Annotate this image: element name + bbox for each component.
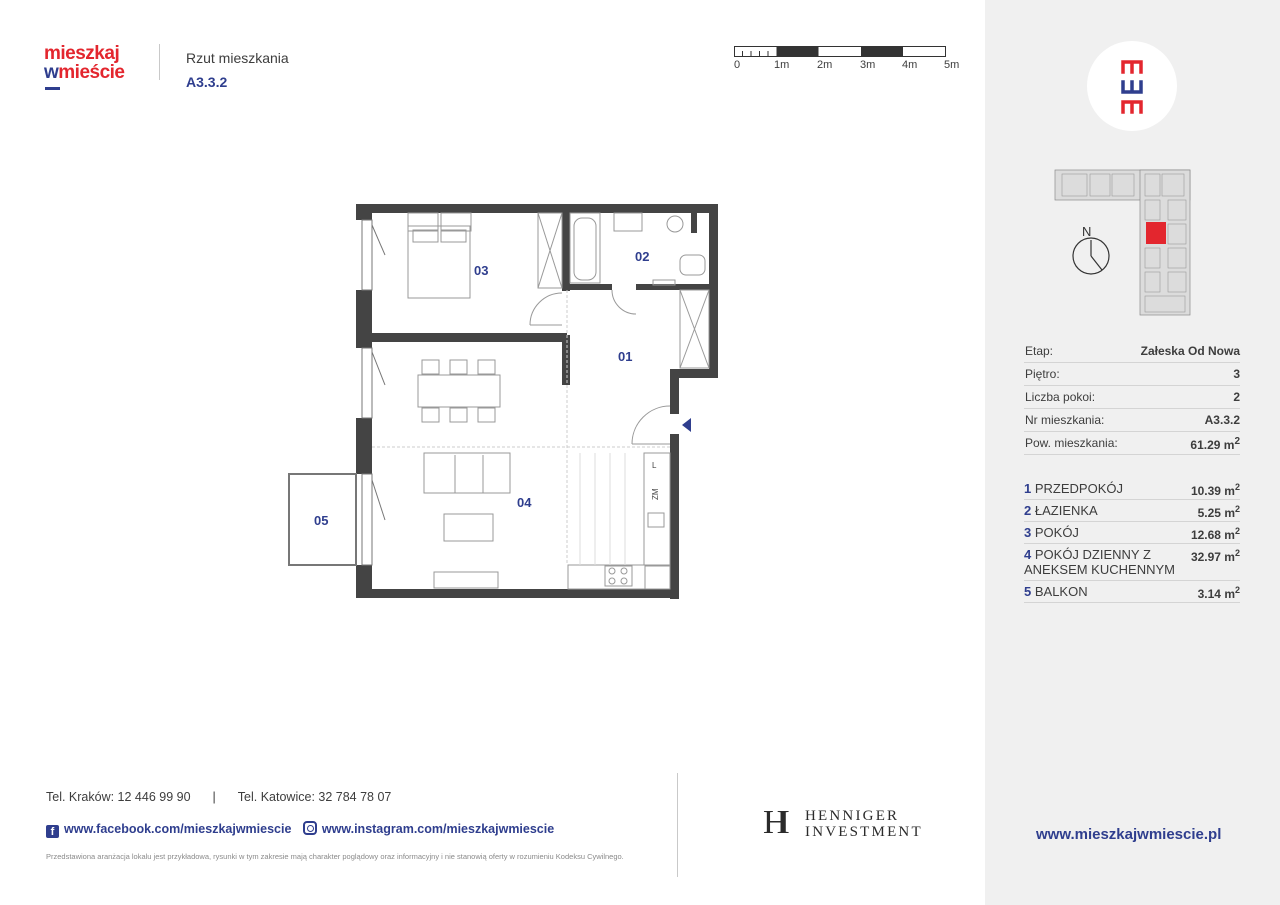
- website-link[interactable]: www.mieszkajwmiescie.pl: [1036, 826, 1222, 843]
- unit-location-marker: [1146, 222, 1166, 244]
- social-links: [46, 821, 554, 838]
- scale-label: 3m: [860, 59, 876, 71]
- partner-name-line1: HENNIGER: [805, 808, 900, 824]
- room-label-05: 05: [314, 513, 329, 528]
- page-title: Rzut mieszkania: [186, 50, 289, 66]
- side-logo: [1087, 41, 1177, 131]
- scale-label: 0: [734, 59, 741, 71]
- fridge-label: L: [652, 461, 657, 470]
- floor-plan: [280, 195, 730, 605]
- facebook-icon: f: [46, 825, 59, 838]
- brand-line2: mieście: [58, 62, 125, 83]
- room-label-03: 03: [474, 263, 489, 278]
- partner-monogram: HI: [763, 804, 781, 841]
- furniture: [372, 213, 709, 589]
- info-row: [1024, 363, 1240, 386]
- scale-label: 2m: [817, 59, 833, 71]
- info-row: [1024, 409, 1240, 432]
- phone-krakow[interactable]: Tel. Kraków: 12 446 99 90: [46, 790, 191, 804]
- info-value: 2: [1233, 390, 1240, 404]
- info-row: [1024, 386, 1240, 409]
- room-label-02: 02: [635, 249, 650, 264]
- mwm-mark-icon: [1087, 41, 1177, 131]
- info-key: Etap:: [1025, 344, 1054, 358]
- room-number: 4: [1024, 547, 1032, 562]
- room-label-01: 01: [618, 349, 633, 364]
- room-name: POKÓJ DZIENNY Z ANEKSEM KUCHENNYM: [1024, 547, 1175, 577]
- scale-bar: [734, 45, 960, 71]
- info-value: 3: [1233, 367, 1240, 381]
- room-number: 1: [1024, 481, 1032, 496]
- room-number: 3: [1024, 525, 1032, 540]
- brand-w: w: [44, 62, 59, 83]
- info-key: Pow. mieszkania:: [1025, 436, 1118, 450]
- room-name: BALKON: [1034, 584, 1088, 599]
- key-plan: [1050, 160, 1200, 320]
- scale-label: 5m: [944, 59, 960, 71]
- brand-logo: [44, 44, 125, 82]
- room-area: 3.14 $m^2$: [1197, 585, 1240, 601]
- brand-underline: [45, 87, 60, 90]
- room-name: POKÓJ: [1034, 525, 1079, 540]
- room-label-04: 04: [517, 495, 532, 510]
- room-area: 12.68 $m^2$: [1190, 526, 1240, 542]
- instagram-icon: [303, 821, 317, 835]
- disclaimer-text: Przedstawiona aranżacja lokalu jest przykładowa, rysunki w tym zakresie mają charakter poglądowy oraz informacyjny i nie stanowią oferty w rozumieniu Kodeksu Cywilnego.: [46, 852, 624, 861]
- info-key: Piętro:: [1025, 367, 1060, 381]
- phone-separator: |: [212, 790, 216, 804]
- scale-bar-graphic: [734, 45, 948, 59]
- info-key: Liczba pokoi:: [1025, 390, 1096, 404]
- room-areas-table: [1024, 478, 1240, 603]
- room-name: PRZEDPOKÓJ: [1034, 481, 1123, 496]
- room-row: [1024, 478, 1240, 500]
- info-value: 61.29 $m^2$: [1190, 436, 1240, 452]
- facebook-link[interactable]: www.facebook.com/mieszkajwmiescie: [64, 822, 292, 836]
- room-number: 5: [1024, 584, 1032, 599]
- info-value: A3.3.2: [1204, 413, 1240, 427]
- info-row: [1024, 432, 1240, 455]
- room-area: 32.97 $m^2$: [1190, 548, 1240, 564]
- room-row: [1024, 500, 1240, 522]
- contact-phones: [46, 790, 391, 804]
- header-divider: [159, 44, 160, 80]
- room-row: [1024, 522, 1240, 544]
- instagram-link[interactable]: www.instagram.com/mieszkajwmiescie: [321, 822, 555, 836]
- scale-label: 1m: [774, 59, 790, 71]
- room-area: 5.25 $m^2$: [1197, 504, 1240, 520]
- brand-line1: mieszkaj: [44, 43, 120, 64]
- room-row: [1024, 581, 1240, 603]
- info-value: Załeska Od Nowa: [1140, 344, 1240, 358]
- footer-divider: [677, 773, 678, 877]
- washer-label: ZM: [651, 488, 660, 500]
- windows: [362, 220, 385, 565]
- unit-code: A3.3.2: [186, 74, 228, 90]
- entrance-triangle-icon: [682, 418, 691, 432]
- info-key: Nr mieszkania:: [1025, 413, 1105, 427]
- scale-label: 4m: [902, 59, 918, 71]
- room-row: [1024, 544, 1240, 581]
- room-number: 2: [1024, 503, 1032, 518]
- phone-katowice[interactable]: Tel. Katowice: 32 784 78 07: [237, 790, 392, 804]
- info-row: [1024, 340, 1240, 363]
- room-name: ŁAZIENKA: [1034, 503, 1098, 518]
- unit-info-table: [1024, 340, 1240, 455]
- room-area: 10.39 $m^2$: [1190, 482, 1240, 498]
- north-label: N: [1082, 224, 1092, 239]
- walls: [356, 204, 718, 599]
- partner-name-line2: INVESTMENT: [805, 824, 923, 840]
